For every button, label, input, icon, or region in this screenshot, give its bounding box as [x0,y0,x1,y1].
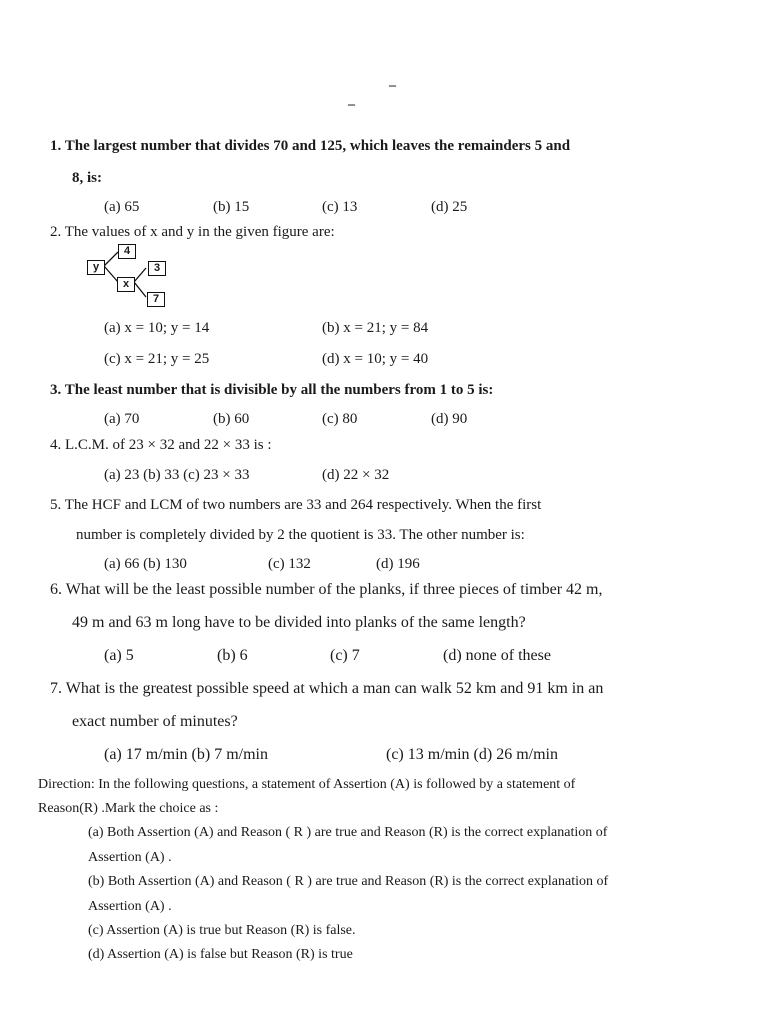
header-dash-bottom: – [348,97,355,112]
question-6-option-c[interactable]: (c) 7 [330,647,360,664]
question-5-line1 [50,497,541,514]
question-3-number: 3. [50,382,62,398]
direction-line1: Direction: In the following questions, a statement of Assertion (A) is followed by a statement of [38,777,576,792]
question-4-option-d[interactable]: (d) 22 × 32 [322,467,390,483]
question-5-options-ab[interactable]: (a) 66 (b) 130 [104,556,187,572]
question-6-line1 [50,581,602,599]
question-7-text: What is the greatest possible speed at which a man can walk 52 km and 91 km in an [65,680,604,697]
question-2-option-b[interactable]: (b) x = 21; y = 84 [322,320,429,336]
question-5-number: 5. [50,497,62,513]
question-4-number: 4. [50,437,62,453]
question-1-option-a[interactable]: (a) 65 [104,199,140,215]
question-4-text: L.C.M. of 23 × 32 and 22 × 33 is : [65,437,272,453]
figure-box-x: x [117,277,135,292]
question-4-options-abc[interactable]: (a) 23 (b) 33 (c) 23 × 33 [104,467,250,483]
question-3-line1 [50,382,493,399]
question-1-line2: 8, is: [72,170,102,186]
assertion-choice-a-line2: Assertion (A) . [88,850,172,865]
question-1-option-c[interactable]: (c) 13 [322,199,358,215]
question-1-option-b[interactable]: (b) 15 [213,199,250,215]
assertion-choice-b-line1: (b) Both Assertion (A) and Reason ( R ) are true and Reason (R) is the correct explanation of [88,874,609,889]
question-2-text: The values of x and y in the given figure are: [64,224,335,240]
assertion-choice-d: (d) Assertion (A) is false but Reason (R) is true [88,947,353,962]
factor-tree-figure [84,242,174,308]
question-5-option-d[interactable]: (d) 196 [376,556,420,572]
question-1-option-d[interactable]: (d) 25 [431,199,468,215]
question-2-option-c[interactable]: (c) x = 21; y = 25 [104,351,210,367]
question-1-number: 1. [50,138,62,154]
figure-box-y: y [87,260,105,275]
question-6-text: What will be the least possible number of the planks, if three pieces of timber 42 m, [65,581,603,598]
assertion-choice-b-line2: Assertion (A) . [88,899,172,914]
question-2-option-a[interactable]: (a) x = 10; y = 14 [104,320,210,336]
question-2-number: 2. [50,224,62,240]
figure-box-3: 3 [148,261,166,276]
question-7-number: 7. [50,680,62,697]
assertion-choice-a-line1: (a) Both Assertion (A) and Reason ( R ) are true and Reason (R) is the correct explanation of [88,825,608,840]
question-3-option-a[interactable]: (a) 70 [104,411,140,427]
question-7-options-cd[interactable]: (c) 13 m/min (d) 26 m/min [386,746,558,763]
header-dash-top: – [389,78,396,93]
direction-line2: Reason(R) .Mark the choice as : [38,801,219,816]
figure-box-7: 7 [147,292,165,307]
question-1-text: The largest number that divides 70 and 125, which leaves the remainders 5 and [64,138,571,154]
question-6-line2: 49 m and 63 m long have to be divided into planks of the same length? [72,614,526,631]
question-6-option-d[interactable]: (d) none of these [443,647,551,664]
question-7-line2: exact number of minutes? [72,713,238,730]
question-2-option-d[interactable]: (d) x = 10; y = 40 [322,351,429,367]
question-6-option-b[interactable]: (b) 6 [217,647,248,664]
question-3-option-b[interactable]: (b) 60 [213,411,250,427]
question-3-option-d[interactable]: (d) 90 [431,411,468,427]
figure-box-4: 4 [118,244,136,259]
question-6-option-a[interactable]: (a) 5 [104,647,134,664]
question-1-line1 [50,138,570,155]
assertion-choice-c: (c) Assertion (A) is true but Reason (R) is false. [88,923,356,938]
question-2-line1 [50,224,335,241]
question-5-text: The HCF and LCM of two numbers are 33 and 264 respectively. When the first [64,497,542,513]
question-7-line1 [50,680,603,698]
question-3-text: The least number that is divisible by all the numbers from 1 to 5 is: [64,382,494,398]
question-4-line1 [50,437,272,454]
question-7-options-ab[interactable]: (a) 17 m/min (b) 7 m/min [104,746,268,763]
question-5-line2: number is completely divided by 2 the quotient is 33. The other number is: [76,527,525,543]
question-3-option-c[interactable]: (c) 80 [322,411,358,427]
question-5-option-c[interactable]: (c) 132 [268,556,311,572]
question-6-number: 6. [50,581,62,598]
